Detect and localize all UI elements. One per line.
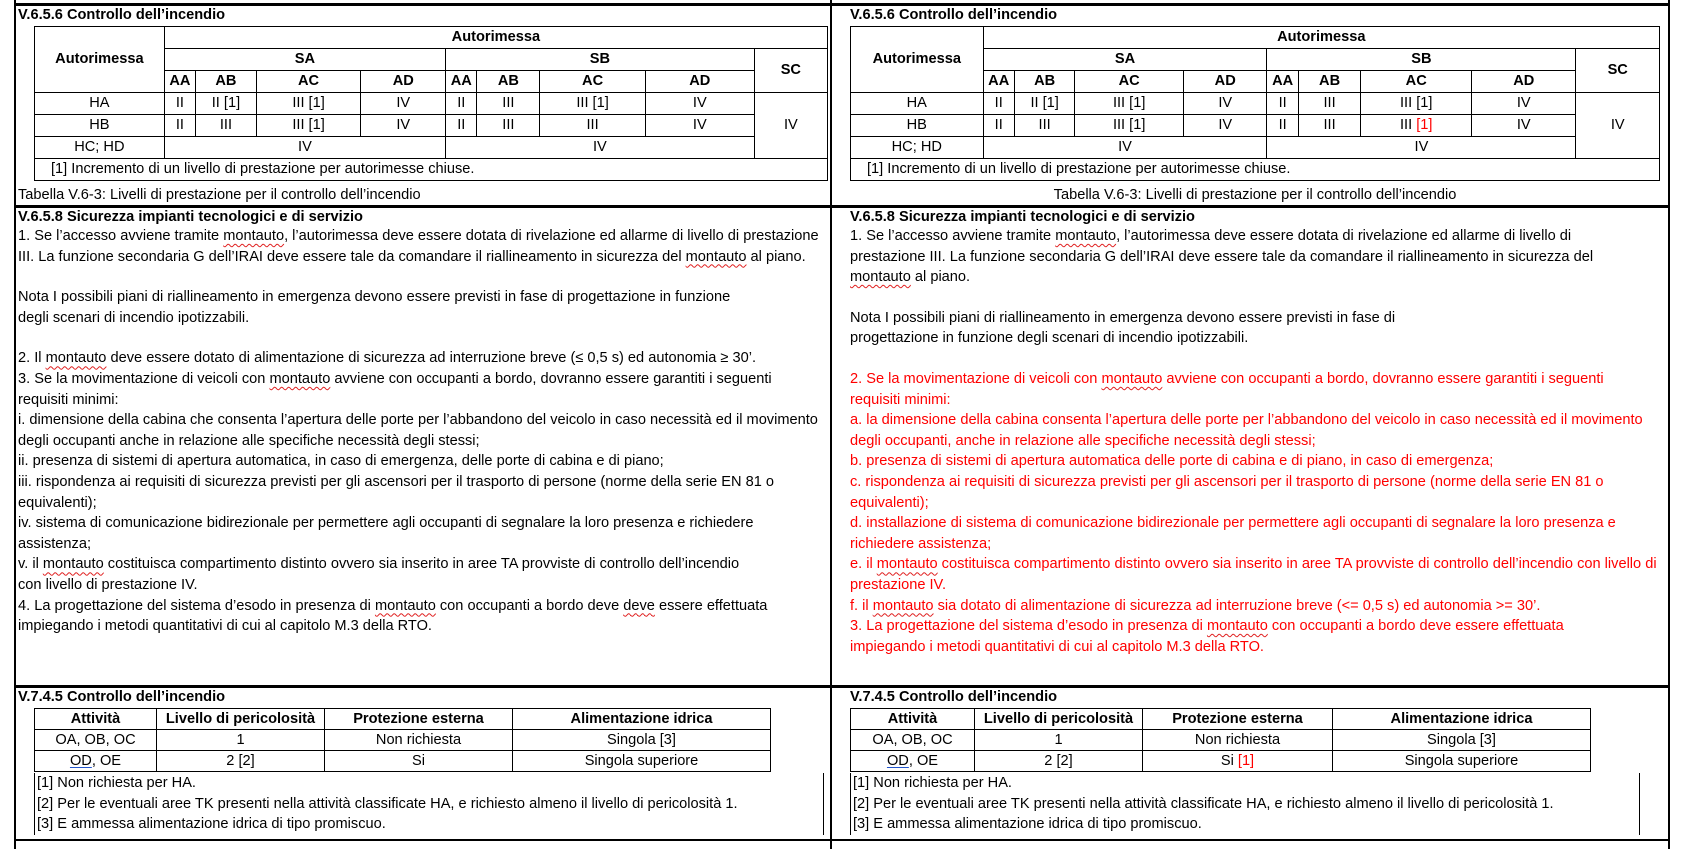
list-item-e (850, 554, 1666, 595)
text-run: al piano. (910, 269, 971, 286)
table-cell: II (446, 115, 477, 137)
table-cell: II [1] (196, 93, 257, 115)
footnote: [3] E ammessa alimentazione idrica di tipo promiscuo. (37, 816, 386, 832)
table-cell: 2 [2] (157, 751, 325, 772)
table-footnote: [1] Incremento di un livello di prestazione per autorimesse chiuse. (851, 159, 1660, 181)
group-header-sc: SC (1576, 49, 1660, 93)
text-run: e. il (850, 556, 877, 573)
footnote: [1] Non richiesta per HA. (853, 775, 1012, 791)
top-header: Autorimessa (164, 27, 827, 49)
list-item-iii: iii. rispondenza ai requisiti di sicurezza previsti per gli ascensori per il trasporto di persone (norme della serie EN 81 o equivalenti); (18, 473, 774, 511)
table-cell: IV (1472, 93, 1576, 115)
column-header: Attività (851, 709, 975, 730)
table-row (35, 730, 771, 751)
list-item-b: b. presenza di sistemi di apertura automatica delle porte di cabina e di piano, in caso di emergenza; (850, 453, 1494, 470)
list-item-a: a. la dimensione della cabina consenta l’apertura delle porte per l’abbandono del veicolo in caso necessità ed il movimento degli occupanti, anche in relazione alle specifiche necessità degli stessi; (850, 412, 1643, 449)
table-cell: Si (325, 751, 513, 772)
text-run: 4. La progettazione del sistema d’esodo in presenza di (18, 597, 375, 614)
table-row (35, 115, 828, 137)
section-heading: V.7.4.5 Controllo dell’incendio (18, 689, 226, 705)
table-cell: IV (1183, 93, 1267, 115)
table-cell: III (1014, 115, 1075, 137)
section-heading: V.6.5.8 Sicurezza impianti tecnologici e di servizio (18, 209, 363, 225)
subheader: AA (446, 71, 477, 93)
list-item-iv: iv. sistema di comunicazione bidirezionale per permettere agli occupanti di segnalare la loro presenza e richiedere assistenza; (18, 515, 754, 552)
column-header: Protezione esterna (325, 709, 513, 730)
text-run: 2. Se la movimentazione di veicoli con (850, 370, 1102, 387)
table-cell: III [1] (1361, 93, 1472, 115)
misspelled-word[interactable]: montauto (45, 350, 107, 367)
frame-middle-divider (830, 0, 832, 849)
note-paragraph: Nota I possibili piani di riallineamento in emergenza devono essere previsti in fase di progettazione in funzione degli scenari di incendio ipotizzabili. (850, 309, 1396, 347)
section-controllo-incendio-autorimessa (16, 6, 830, 203)
table-cell: OA, OB, OC (851, 730, 975, 751)
table-caption: Tabella V.6-3: Livelli di prestazione per il controllo dell’incendio (18, 187, 421, 203)
paragraph-3 (850, 616, 1666, 657)
underlined-word[interactable]: OD (886, 753, 909, 769)
group-header-sb: SB (446, 49, 755, 71)
footnote: [2] Per le eventuali aree TK presenti nella attività classificate HA, e richiesto almeno il livello di pericolosità 1. (853, 795, 1554, 812)
performance-level-table (850, 26, 1660, 181)
table-row (35, 93, 828, 115)
table-row (851, 751, 1591, 772)
row-label: HB (35, 115, 165, 137)
section-controllo-incendio-attivita (16, 688, 830, 832)
subheader: AA (164, 71, 195, 93)
subheader: AA (983, 71, 1014, 93)
misspelled-word[interactable]: montauto (872, 597, 934, 614)
misspelled-word[interactable]: montauto (1055, 228, 1117, 244)
text-run: 3. Se la movimentazione di veicoli con (18, 370, 270, 387)
table-cell: II (983, 93, 1014, 115)
text-run: 3. La progettazione del sistema d’esodo in presenza di (850, 618, 1207, 635)
table-cell: III (540, 115, 646, 137)
table-cell-changed (1361, 115, 1472, 137)
misspelled-word[interactable]: deve (623, 597, 655, 614)
table-cell: IV (361, 93, 446, 115)
table-cell: IV (645, 93, 754, 115)
section-controllo-incendio-attivita (850, 688, 1670, 832)
text-run: con occupanti a bordo deve (435, 597, 624, 614)
text-run: Si (1220, 753, 1238, 769)
column-header: Alimentazione idrica (1333, 709, 1591, 730)
text-run: , l’autorimessa deve essere dotata di rivelazione ed allarme di livello di prestazione III. La funzione secondaria G dell’IRAI deve essere tale da comandare il riallineamento in sicurezza del (850, 228, 1594, 265)
misspelled-word[interactable]: montauto (223, 228, 285, 244)
table-row (35, 751, 771, 772)
table-cell: III (1298, 115, 1361, 137)
row-label: HC; HD (35, 137, 165, 159)
subheader: AC (1075, 71, 1184, 93)
subheader: AC (540, 71, 646, 93)
table-cell: Singola [3] (1333, 730, 1591, 751)
text-run: v. il (18, 556, 43, 573)
table-cell (35, 751, 157, 772)
footnote: [3] E ammessa alimentazione idrica di tipo promiscuo. (853, 816, 1202, 832)
subheader: AA (1267, 71, 1298, 93)
text-run: avviene con occupanti a bordo, dovranno essere garantiti i seguenti requisiti minimi: (850, 370, 1604, 408)
column-header: Livello di pericolosità (975, 709, 1143, 730)
group-header-sb: SB (1267, 49, 1576, 71)
table-footnote: [1] Incremento di un livello di prestazione per autorimesse chiuse. (35, 159, 828, 181)
corner-header: Autorimessa (35, 27, 165, 93)
table-cell: IV (1472, 115, 1576, 137)
text-run: essere effettuata impiegando i metodi quantitativi di cui al capitolo M.3 della RTO. (18, 597, 768, 635)
table-cell: Singola superiore (1333, 751, 1591, 772)
text-run: deve essere dotato di alimentazione di sicurezza ad interruzione breve (≤ 0,5 s) ed autonomia ≥ 30’. (106, 350, 757, 367)
subheader: AD (645, 71, 754, 93)
row-label: HA (35, 93, 165, 115)
footnote: [1] Non richiesta per HA. (37, 775, 196, 791)
subheader: AB (477, 71, 540, 93)
table-cell: II (983, 115, 1014, 137)
text-run: , OE (908, 753, 939, 769)
list-item-d: d. installazione di sistema di comunicazione bidirezionale per permettere agli occupanti di segnalare la loro presenza e richiedere assistenza; (850, 515, 1616, 552)
table-cell: 1 (157, 730, 325, 751)
section-heading: V.6.5.6 Controllo dell’incendio (18, 7, 226, 23)
corner-header: Autorimessa (851, 27, 984, 93)
text-run: III (1400, 117, 1417, 133)
revised-text-column (850, 0, 1670, 849)
original-text-column (16, 0, 830, 849)
note-paragraph: Nota I possibili piani di riallineamento in emergenza devono essere previsti in fase di progettazione in funzione degli scenari di incendio ipotizzabili. (18, 289, 731, 326)
paragraph-2 (850, 369, 1666, 410)
table-cell-sb-merged: IV (1267, 137, 1576, 159)
table-cell: II (1267, 115, 1298, 137)
misspelled-word[interactable]: montauto (685, 248, 747, 265)
table-cell-sb-merged: IV (446, 137, 755, 159)
subheader: AC (256, 71, 361, 93)
row-label: HC; HD (851, 137, 984, 159)
misspelled-word[interactable]: montauto (374, 597, 436, 614)
section-heading: V.6.5.6 Controllo dell’incendio (850, 7, 1058, 23)
footnote: [2] Per le eventuali aree TK presenti nella attività classificate HA, e richiesto almeno il livello di pericolosità 1. (37, 795, 738, 812)
table-row (851, 730, 1591, 751)
table-row (851, 93, 1660, 115)
text-run: costituisca compartimento distinto ovvero sia inserito in aree TA provviste di controllo dell’incendio con livello di prestazione IV. (850, 556, 1657, 593)
text-run: avviene con occupanti a bordo, dovranno essere garantiti i seguenti requisiti minimi: (18, 370, 772, 408)
text-run: 2. Il (18, 350, 46, 367)
underlined-word[interactable]: OD (69, 753, 92, 769)
group-header-sa: SA (164, 49, 445, 71)
table-cell-sa-merged: IV (983, 137, 1267, 159)
list-item-v (18, 554, 824, 595)
table-row (851, 115, 1660, 137)
hazard-level-table (34, 708, 771, 772)
subheader: AD (1183, 71, 1267, 93)
sc-value-cell: IV (1576, 93, 1660, 159)
table-cell: II (1267, 93, 1298, 115)
paragraph-4 (18, 596, 824, 637)
table-notes (850, 773, 1640, 835)
text-run: al piano. (746, 248, 806, 265)
paragraph-2 (18, 348, 824, 369)
text-run: sia dotato di alimentazione di sicurezza ad interruzione breve (<= 0,5 s) ed autonomia >= 30’. (933, 597, 1541, 614)
list-item-ii: ii. presenza di sistemi di apertura automatica, in caso di emergenza, delle porte di cabina e di piano; (18, 453, 664, 470)
text-run: con occupanti a bordo deve essere effettuata impiegando i metodi quantitativi di cui al capitolo M.3 della RTO. (850, 618, 1564, 655)
table-caption: Tabella V.6-3: Livelli di prestazione per il controllo dell’incendio (1053, 187, 1457, 203)
table-cell: Singola superiore (513, 751, 771, 772)
row-label: HB (851, 115, 984, 137)
table-cell: Non richiesta (1143, 730, 1333, 751)
text-run: 1. Se l’accesso avviene tramite (850, 228, 1056, 244)
table-row (851, 137, 1660, 159)
table-cell: III [1] (540, 93, 646, 115)
sc-value-cell: IV (754, 93, 827, 159)
subheader: AB (196, 71, 257, 93)
list-item-i: i. dimensione della cabina che consenta l’apertura delle porte per l’abbandono del veicolo in caso necessità ed il movimento degli occupanti anche in relazione alle specifiche necessità degli stessi; (18, 412, 818, 449)
inserted-footnote-ref: [1] (1416, 117, 1433, 133)
column-header: Livello di pericolosità (157, 709, 325, 730)
row-label: HA (851, 93, 984, 115)
table-cell: II (164, 115, 195, 137)
text-run: costituisca compartimento distinto ovvero sia inserito in aree TA provviste di controllo dell’incendio con livello di prestazione IV. (18, 556, 740, 593)
section-heading: V.6.5.8 Sicurezza impianti tecnologici e di servizio (850, 209, 1195, 225)
text-run: , OE (91, 753, 122, 769)
subheader: AB (1014, 71, 1075, 93)
section-sicurezza-impianti (850, 208, 1670, 657)
group-header-sa: SA (983, 49, 1267, 71)
table-row (35, 137, 828, 159)
table-cell: OA, OB, OC (35, 730, 157, 751)
performance-level-table (34, 26, 828, 181)
misspelled-word[interactable]: montauto (269, 370, 331, 387)
text-run: f. il (850, 597, 873, 614)
section-sicurezza-impianti (16, 208, 830, 637)
revised-block (850, 369, 1666, 657)
table-cell: III [1] (1075, 93, 1184, 115)
table-cell: IV (361, 115, 446, 137)
paragraph-3 (18, 369, 824, 410)
misspelled-word[interactable]: montauto (42, 556, 104, 573)
subheader: AD (361, 71, 446, 93)
misspelled-word[interactable]: montauto (1101, 370, 1163, 387)
section-controllo-incendio-autorimessa (850, 6, 1670, 203)
text-run: , l’autorimessa deve essere dotata di rivelazione ed allarme di livello di prestazione III. La funzione secondaria G dell’IRAI deve essere tale da comandare il riallineamento in sicurezza del (18, 228, 819, 265)
column-header: Attività (35, 709, 157, 730)
misspelled-word[interactable]: montauto (850, 269, 911, 286)
table-cell: Singola [3] (513, 730, 771, 751)
list-item-c: c. rispondenza ai requisiti di sicurezza previsti per gli ascensori per il trasporto di persone (norme della serie EN 81 o equivalenti); (850, 473, 1604, 511)
paragraph-1 (18, 226, 824, 267)
table-cell: III (477, 115, 540, 137)
table-notes (34, 773, 824, 835)
table-cell: III [1] (256, 93, 361, 115)
column-header: Protezione esterna (1143, 709, 1333, 730)
subheader: AD (1472, 71, 1576, 93)
table-cell: II (446, 93, 477, 115)
list-item-f (850, 596, 1666, 617)
top-header: Autorimessa (983, 27, 1659, 49)
table-cell: IV (1183, 115, 1267, 137)
table-cell: Non richiesta (325, 730, 513, 751)
table-cell: III [1] (256, 115, 361, 137)
subheader: AC (1361, 71, 1472, 93)
table-cell: 2 [2] (975, 751, 1143, 772)
table-cell: III (477, 93, 540, 115)
table-cell-sa-merged: IV (164, 137, 445, 159)
table-cell: 1 (975, 730, 1143, 751)
text-run: 1. Se l’accesso avviene tramite (18, 228, 224, 244)
inserted-footnote-ref: [1] (1237, 753, 1255, 769)
paragraph-1 (850, 226, 1666, 288)
table-cell: II (164, 93, 195, 115)
table-cell (851, 751, 975, 772)
group-header-sc: SC (754, 49, 827, 93)
section-heading: V.7.4.5 Controllo dell’incendio (850, 689, 1058, 705)
subheader: AB (1298, 71, 1361, 93)
table-cell: III [1] (1075, 115, 1184, 137)
misspelled-word[interactable]: montauto (876, 556, 938, 573)
table-cell: III (196, 115, 257, 137)
column-header: Alimentazione idrica (513, 709, 771, 730)
table-cell-changed (1143, 751, 1333, 772)
misspelled-word[interactable]: montauto (1206, 618, 1268, 635)
table-cell: IV (645, 115, 754, 137)
table-cell: II [1] (1014, 93, 1075, 115)
hazard-level-table (850, 708, 1591, 772)
table-cell: III (1298, 93, 1361, 115)
